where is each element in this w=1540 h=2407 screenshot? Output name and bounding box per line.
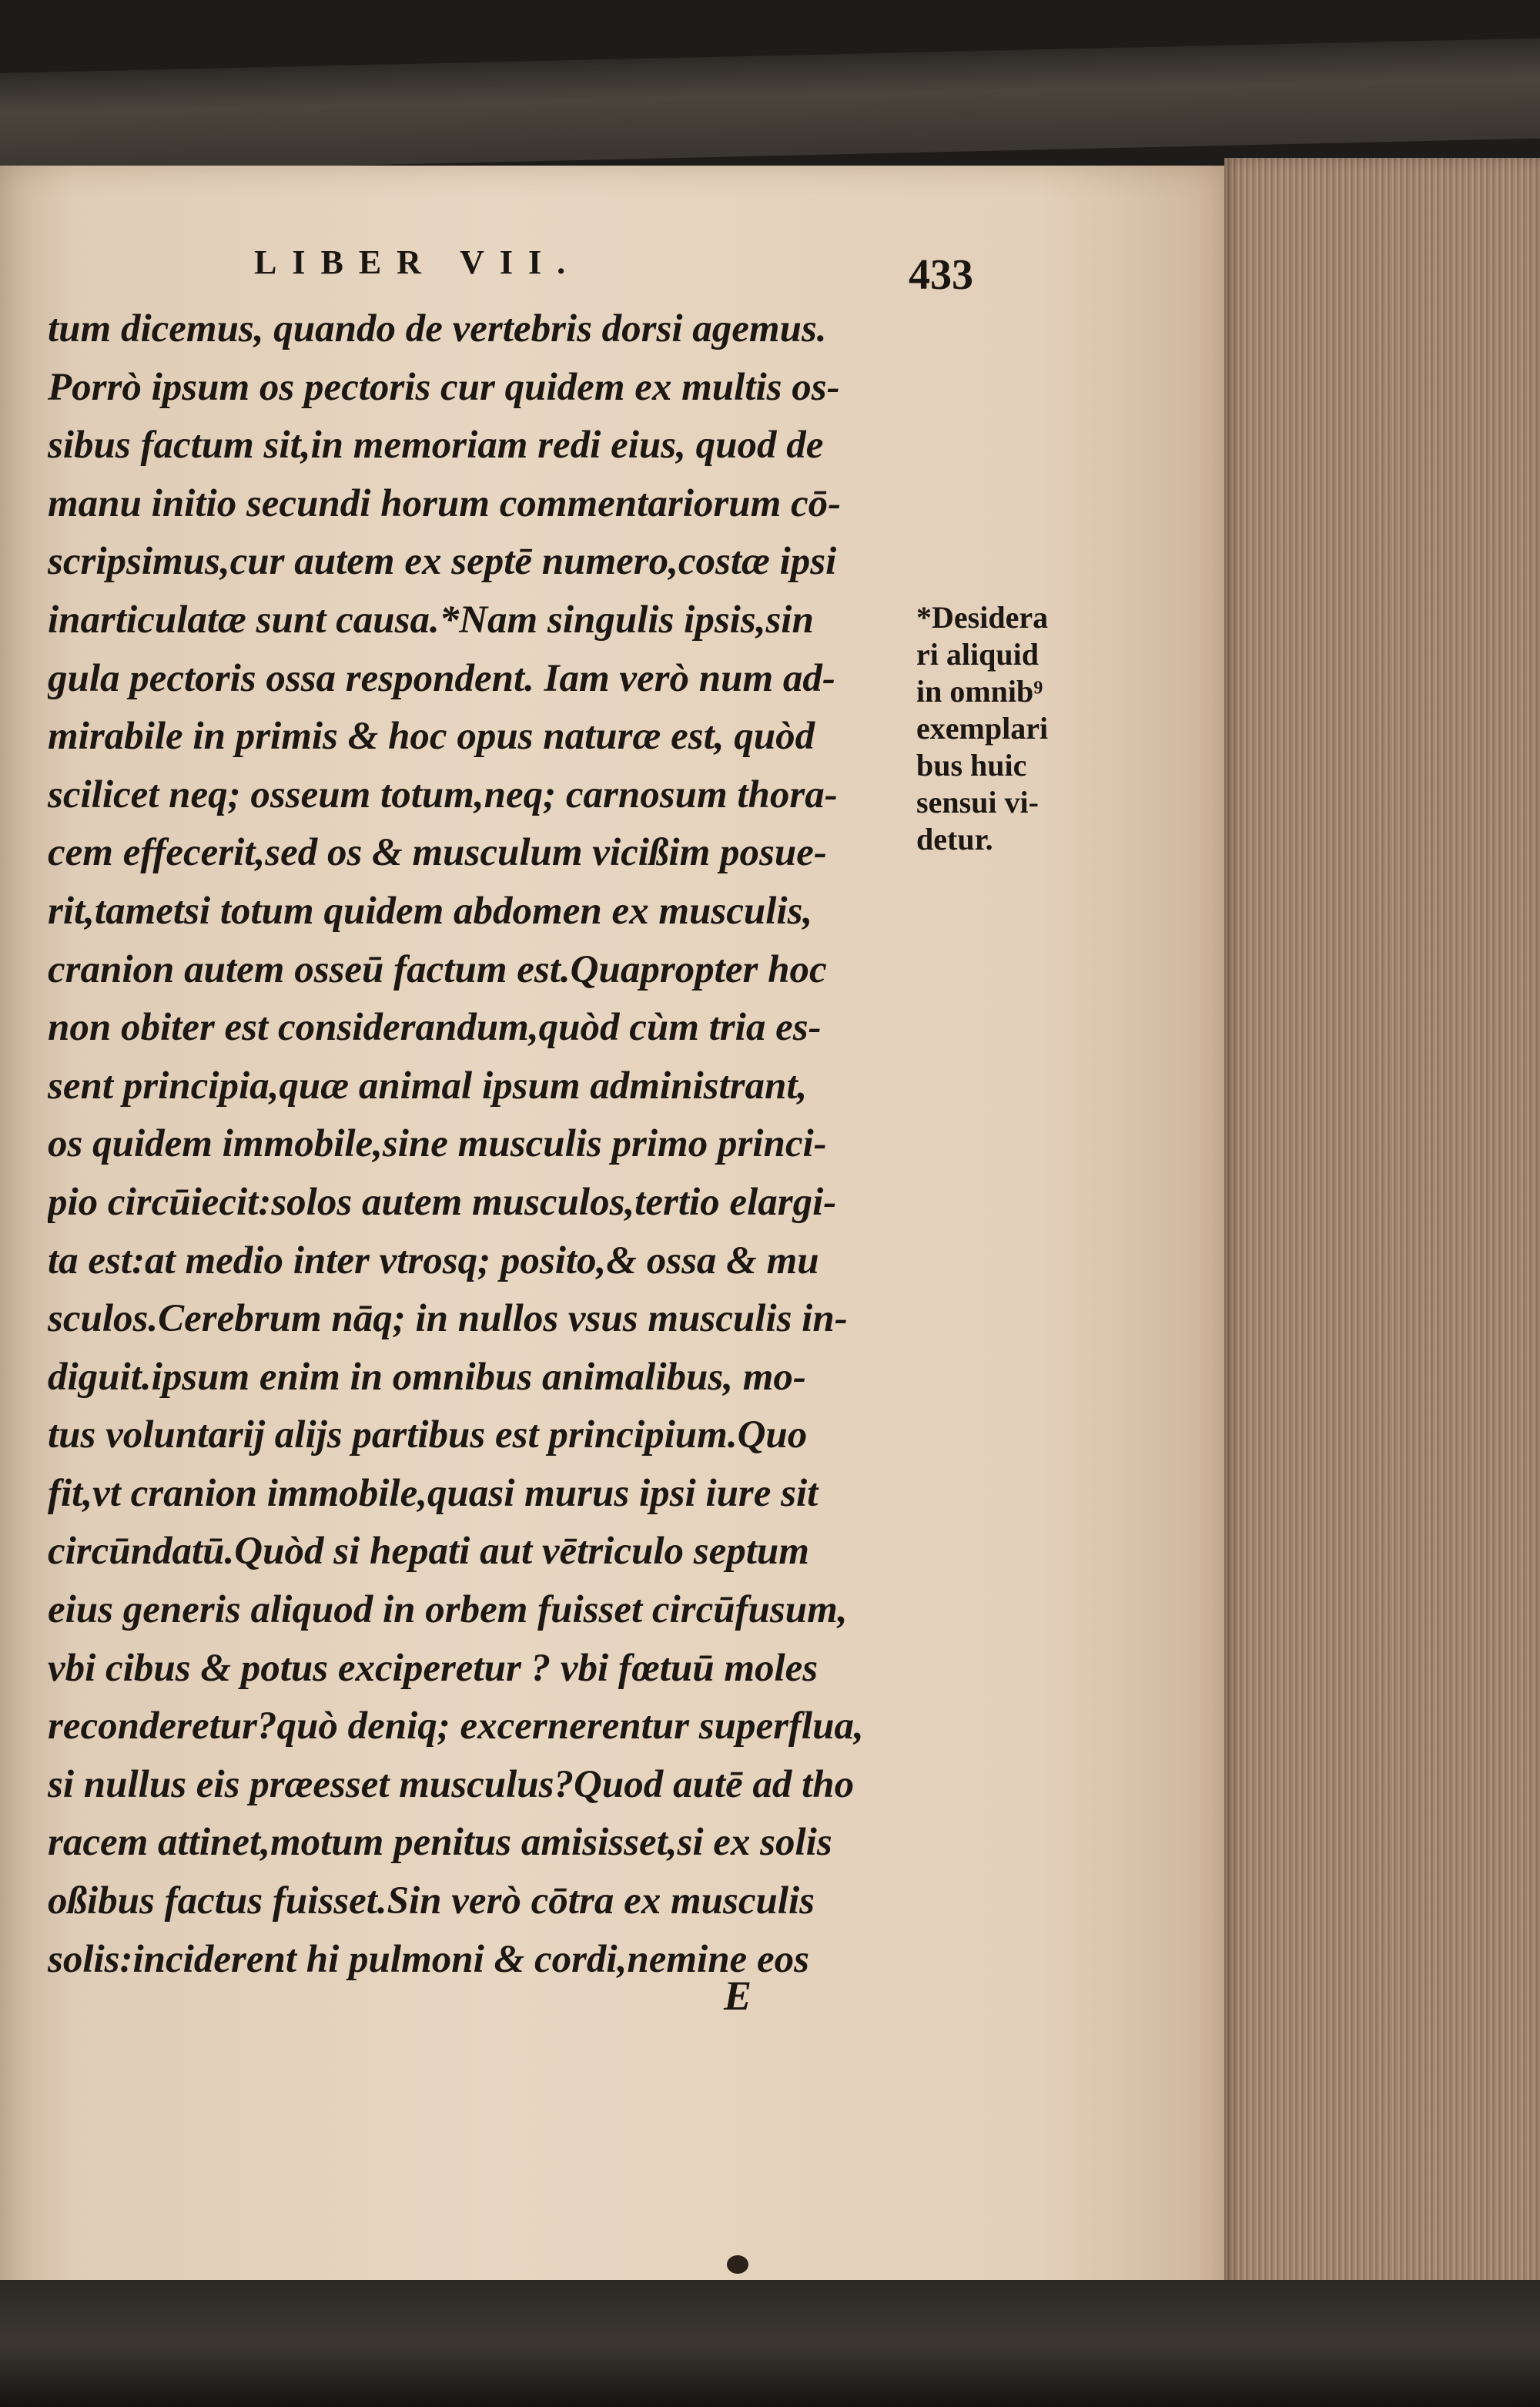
text-line: mirabile in primis & hoc opus naturæ est, quòd <box>48 715 815 759</box>
page-fore-edge <box>1224 158 1540 2307</box>
text-line: sibus factum sit,in memoriam redi eius, quod de <box>48 424 824 468</box>
text-line: inarticulatæ sunt causa.*Nam singulis ipsis,sin <box>48 598 814 642</box>
running-head: LIBER VII. <box>254 243 581 281</box>
text-line: eius generis aliquod in orbem fuisset circūfusum, <box>48 1588 848 1632</box>
body-text <box>48 300 926 1989</box>
marginal-note-line: exemplari <box>916 711 1049 746</box>
text-line: oßibus factus fuisset.Sin verò cōtra ex musculis <box>48 1879 815 1923</box>
text-line: os quidem immobile,sine musculis primo princi- <box>48 1122 827 1166</box>
book-cover-top-edge <box>0 39 1540 173</box>
text-line: circūndatū.Quòd si hepati aut vētriculo septum <box>48 1530 809 1574</box>
text-line: rit,tametsi totum quidem abdomen ex musculis, <box>48 889 813 933</box>
text-line: pio circūiecit:solos autem musculos,tertio elargi- <box>48 1180 837 1224</box>
text-line: cranion autem osseū factum est.Quapropter hoc <box>48 947 827 991</box>
text-line: racem attinet,motum penitus amisisset,si ex solis <box>48 1821 832 1865</box>
book-cover-bottom-edge <box>0 2280 1540 2407</box>
text-line: reconderetur?quò deniq; excernerentur superflua, <box>48 1705 864 1748</box>
text-line: scilicet neq; osseum totum,neq; carnosum thora- <box>48 773 838 816</box>
marginal-note-line: sensui vi- <box>916 785 1039 820</box>
text-line: tum dicemus, quando de vertebris dorsi agemus. <box>48 307 827 350</box>
page-number: 433 <box>909 251 973 299</box>
text-line: ta est:at medio inter vtrosq; posito,& ossa & mu <box>48 1239 819 1282</box>
marginal-note-line: detur. <box>916 822 993 857</box>
marginal-note-line: bus huic <box>916 748 1027 783</box>
text-line: manu initio secundi horum commentariorum cō- <box>48 481 842 525</box>
text-line: sent principia,quæ animal ipsum administrant, <box>48 1064 808 1108</box>
text-line: Porrò ipsum os pectoris cur quidem ex multis os- <box>48 365 840 409</box>
text-line: solis:inciderent hi pulmoni & cordi,nemine eos <box>48 1937 809 1981</box>
text-line: cem effecerit,sed os & musculum vicißim posue- <box>48 831 827 875</box>
marginal-note-line: ri aliquid <box>916 637 1039 672</box>
text-line: non obiter est considerandum,quòd cùm tria es- <box>48 1006 822 1050</box>
text-line: vbi cibus & potus exciperetur ? vbi fœtuū moles <box>48 1646 819 1690</box>
signature-mark: E <box>724 1973 752 2019</box>
text-line: scripsimus,cur autem ex septē numero,costæ ipsi <box>48 540 837 584</box>
ink-blot <box>727 2255 748 2274</box>
text-line: fit,vt cranion immobile,quasi murus ipsi iure sit <box>48 1471 819 1515</box>
marginal-note-line: in omnib⁹ <box>916 674 1043 709</box>
marginal-note-line: *Desidera <box>916 600 1049 635</box>
text-line: diguit.ipsum enim in omnibus animalibus, mo- <box>48 1355 806 1399</box>
text-line: tus voluntarij alijs partibus est principium.Quo <box>48 1413 808 1457</box>
marginal-note <box>916 599 1116 858</box>
text-line: si nullus eis præesset musculus?Quod autē ad tho <box>48 1762 855 1806</box>
text-line: gula pectoris ossa respondent. Iam verò num ad- <box>48 656 835 700</box>
text-line: sculos.Cerebrum nāq; in nullos vsus musculis in- <box>48 1297 848 1341</box>
